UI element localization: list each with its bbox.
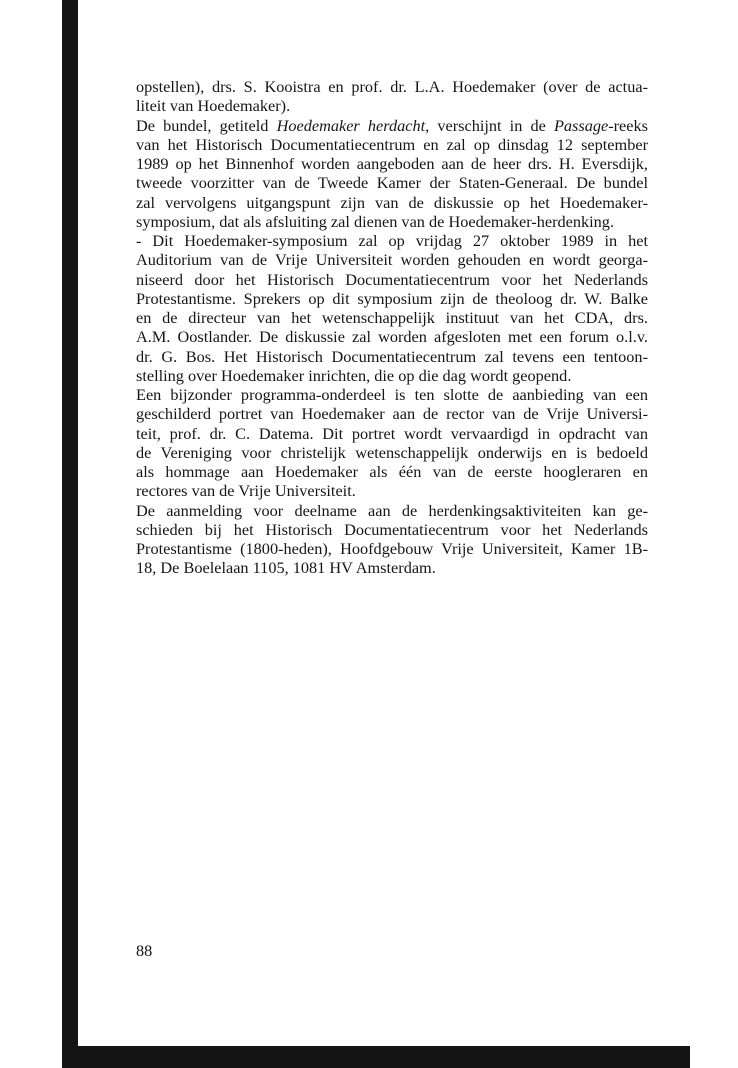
text-line-12: Protestantisme. Sprekers op dit symposium zijn de theoloog dr. W. Balke: [136, 288, 648, 308]
text-line-21: als hommage aan Hoedemaker als één van de eerste hoogleraren en: [136, 462, 648, 481]
text-line-4: van het Historisch Documentatiecentrum en zal op dinsdag 12 september: [136, 134, 648, 154]
text-line-18: geschilderd portret van Hoedemaker aan de rector van de Vrije Universi-: [136, 404, 648, 424]
text-line-3: [136, 116, 648, 135]
text-line-24: schieden bij het Historisch Documentatiecentrum voor het Nederlands: [136, 519, 648, 539]
scan-border-bottom: [62, 1046, 690, 1068]
text-line-6: tweede voorzitter van de Tweede Kamer der Staten-Generaal. De bundel: [136, 173, 648, 193]
text-line-10: Auditorium van de Vrije Universiteit worden gehouden en wordt georga-: [136, 250, 648, 270]
text-line-5: 1989 op het Binnenhof worden aangeboden aan de heer drs. H. Eversdijk,: [136, 154, 648, 173]
text-line-16: stelling over Hoedemaker inrichten, die op die dag wordt geopend.: [136, 365, 572, 385]
text-line-22: rectores van de Vrije Universiteit.: [136, 481, 356, 501]
page-number: 88: [136, 941, 153, 960]
text-line-25: Protestantisme (1800-heden), Hoofdgebouw Vrije Universiteit, Kamer 1B-: [136, 539, 648, 558]
text-run: De bundel, getiteld: [136, 115, 277, 135]
body-text: [136, 77, 648, 578]
text-line-14: A.M. Oostlander. De diskussie zal worden afgesloten met een forum o.l.v.: [136, 327, 648, 347]
text-line-20: de Vereniging voor christelijk wetenschappelijk onderwijs en is bedoeld: [136, 442, 648, 462]
text-line-23: De aanmelding voor deelname aan de herdenkingsaktiviteiten kan ge-: [136, 500, 648, 520]
text-line-15: dr. G. Bos. Het Historisch Documentatiecentrum zal tevens een tentoon-: [136, 346, 648, 366]
text-line-2: liteit van Hoedemaker).: [136, 96, 291, 116]
text-line-11: niseerd door het Historisch Documentatiecentrum voor het Nederlands: [136, 269, 648, 289]
scan-border-left: [62, 0, 78, 1068]
text-line-17: Een bijzonder programma-onderdeel is ten slotte de aanbieding van een: [136, 385, 648, 404]
text-run: -reeks: [608, 115, 648, 135]
text-run: , verschijnt in de: [425, 115, 554, 135]
text-line-1: opstellen), drs. S. Kooistra en prof. dr. L.A. Hoedemaker (over de actua-: [136, 77, 648, 96]
text-line-8: symposium, dat als afsluiting zal dienen van de Hoedemaker-herdenking.: [136, 211, 615, 231]
text-line-7: zal vervolgens uitgangspunt zijn van de diskussie op het Hoedemaker-: [136, 192, 648, 212]
text-line-9: - Dit Hoedemaker-symposium zal op vrijdag 27 oktober 1989 in het: [136, 231, 648, 250]
text-line-19: teit, prof. dr. C. Datema. Dit portret wordt vervaardigd in opdracht van: [136, 423, 648, 443]
text-line-26: 18, De Boelelaan 1105, 1081 HV Amsterdam.: [136, 558, 436, 578]
series-title: Passage: [553, 115, 609, 135]
text-line-13: en de directeur van het wetenschappelijk instituut van het CDA, drs.: [136, 308, 648, 327]
book-title: Hoedemaker herdacht: [276, 115, 426, 135]
